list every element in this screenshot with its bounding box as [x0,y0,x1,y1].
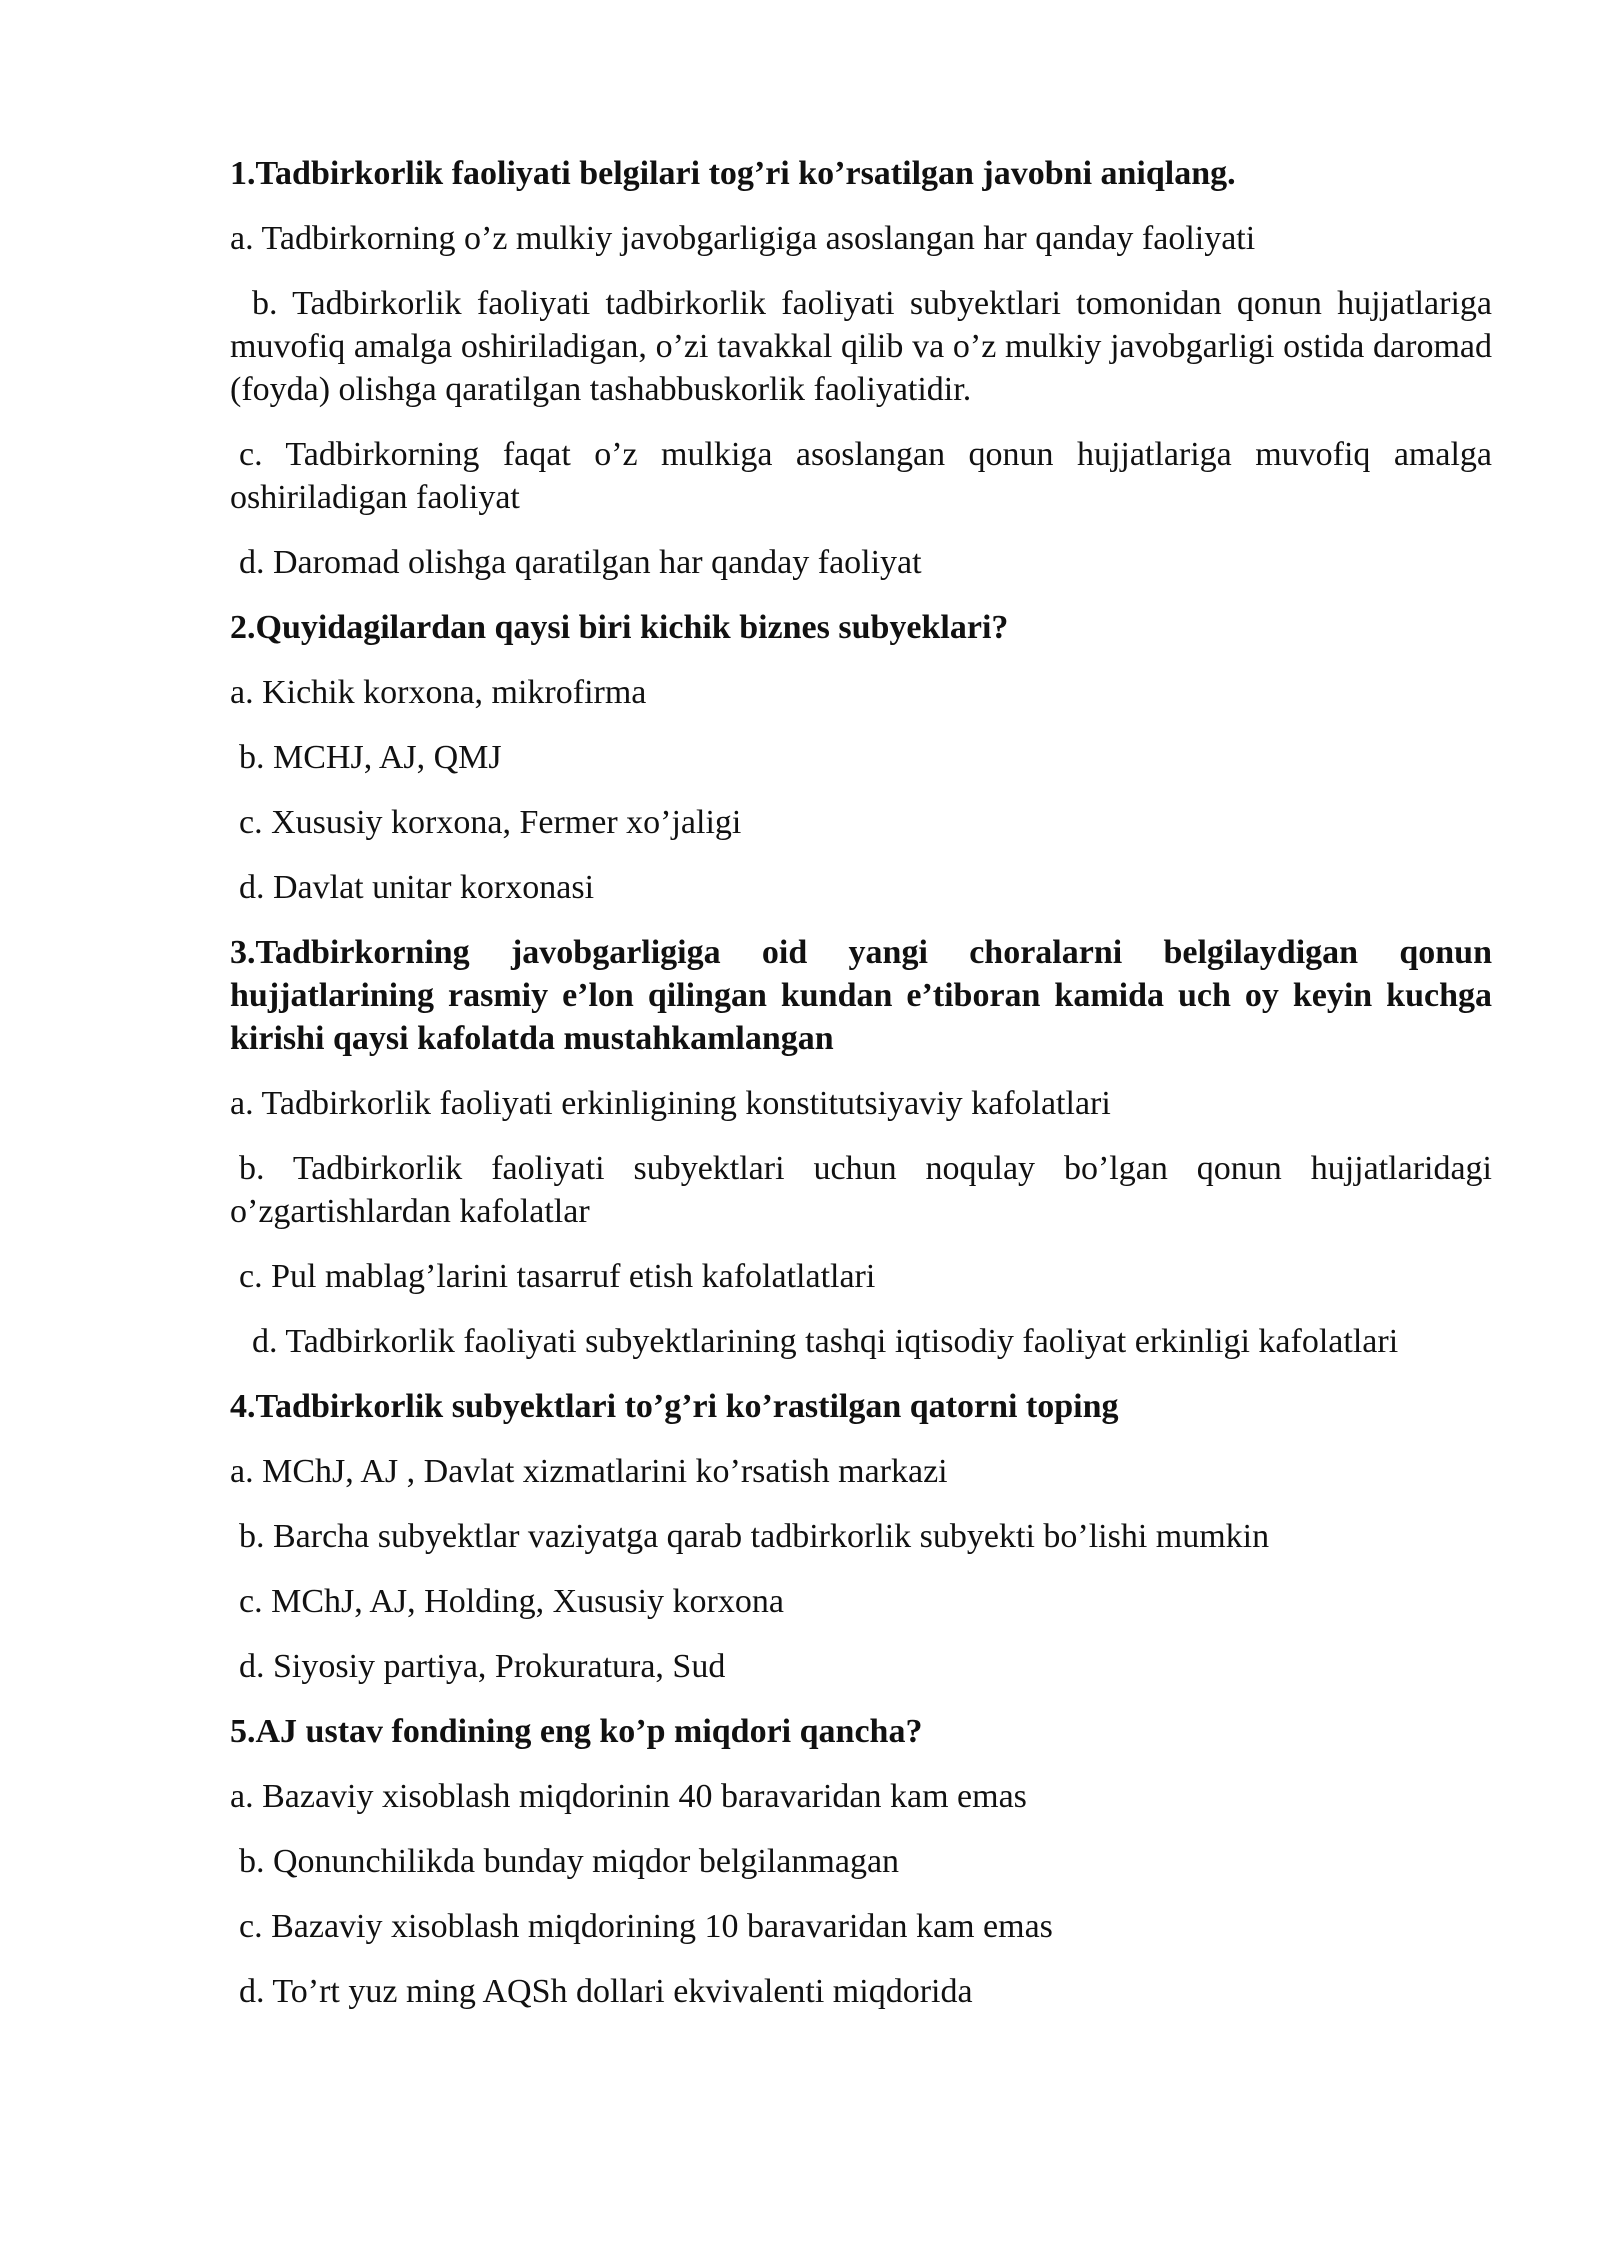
question-3-option-a: a. Tadbirkorlik faoliyati erkinligining konstitutsiyaviy kafolatlari [230,1085,1111,1122]
question-5-option-a: a. Bazaviy xisoblash miqdorinin 40 baravaridan kam emas [230,1778,1027,1815]
question-4-option-c: c. MChJ, AJ, Holding, Xususiy korxona [239,1583,784,1620]
question-2-option-c: c. Xususiy korxona, Fermer xo’jaligi [239,804,742,841]
question-5-option-d: d. To’rt yuz ming AQSh dollari ekvivalenti miqdorida [239,1973,973,2010]
question-3-option-c: c. Pul mablag’larini tasarruf etish kafolatlatlari [239,1258,876,1295]
question-5-option-c: c. Bazaviy xisoblash miqdorining 10 baravaridan kam emas [239,1908,1053,1945]
question-2-option-d: d. Davlat unitar korxonasi [239,869,595,906]
question-3-option-d: d. Tadbirkorlik faoliyati subyektlarining tashqi iqtisodiy faoliyat erkinligi kafolatlari [252,1323,1399,1360]
question-2-option-a: a. Kichik korxona, mikrofirma [230,674,647,711]
question-4-option-d: d. Siyosiy partiya, Prokuratura, Sud [239,1648,726,1685]
question-2-option-b: b. MCHJ, AJ, QMJ [239,739,502,776]
question-1-option-c: c. Tadbirkorning faqat o’z mulkiga asoslangan qonun hujjatlariga muvofiq amalga oshiriladigan faoliyat [230,436,1492,516]
question-3-option-b: b. Tadbirkorlik faoliyati subyektlari uchun noqulay bo’lgan qonun hujjatlaridagi o’zgartishlardan kafolatlar [230,1150,1492,1230]
question-4-text: 4.Tadbirkorlik subyektlari to’g’ri ko’rastilgan qatorni toping [230,1388,1119,1425]
question-1-text: 1.Tadbirkorlik faoliyati belgilari tog’ri ko’rsatilgan javobni aniqlang. [230,155,1236,192]
question-2-text: 2.Quyidagilardan qaysi biri kichik biznes subyeklari? [230,609,1009,646]
question-1-option-b: b. Tadbirkorlik faoliyati tadbirkorlik faoliyati subyektlari tomonidan qonun hujjatlariga muvofiq amalga oshiriladigan, o’zi tavakkal qilib va o’z mulkiy javobgarligi ostida daromad (foyda) olishga qaratilgan tashabbuskorlik faoliyatidir. [230,285,1492,408]
question-5-option-b: b. Qonunchilikda bunday miqdor belgilanmagan [239,1843,900,1880]
question-4-option-a: a. MChJ, AJ , Davlat xizmatlarini ko’rsatish markazi [230,1453,948,1490]
question-1-option-a: a. Tadbirkorning o’z mulkiy javobgarligiga asoslangan har qanday faoliyati [230,220,1256,257]
question-5-text: 5.AJ ustav fondining eng ko’p miqdori qancha? [230,1713,923,1750]
quiz-content [230,152,1492,2035]
question-3-text: 3.Tadbirkorning javobgarligiga oid yangi choralarni belgilaydigan qonun hujjatlarining rasmiy e’lon qilingan kundan e’tiboran kamida uch oy keyin kuchga kirishi qaysi kafolatda mustahkamlangan [230,934,1492,1057]
question-4-option-b: b. Barcha subyektlar vaziyatga qarab tadbirkorlik subyekti bo’lishi mumkin [239,1518,1270,1555]
question-1-option-d: d. Daromad olishga qaratilgan har qanday faoliyat [239,544,922,581]
